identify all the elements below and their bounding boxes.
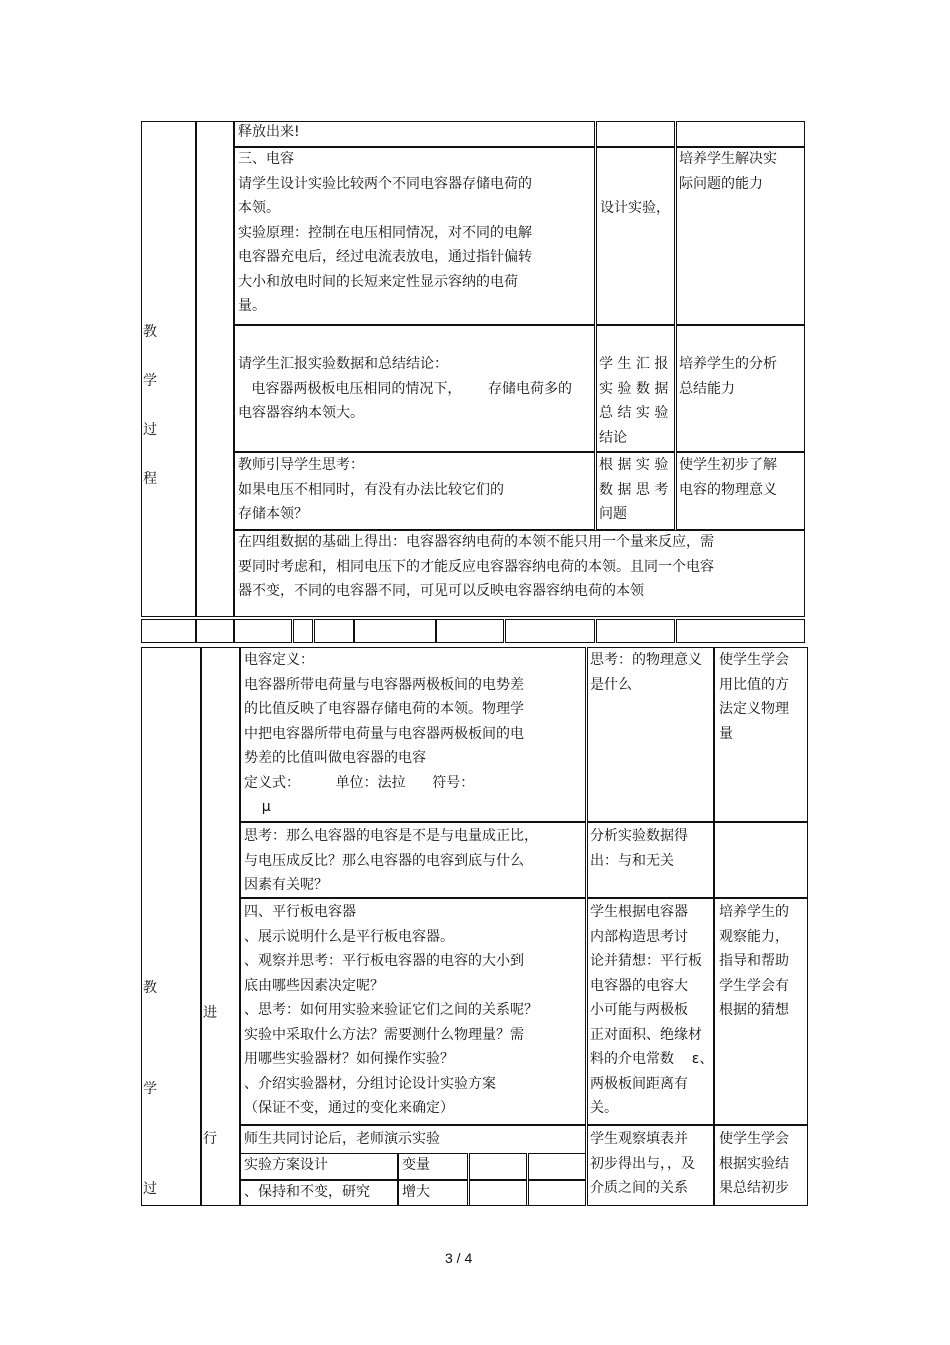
t2-r1-student: 分析实验数据得 出：与和无关 [590,828,688,869]
t2-r3-intent: 使学生学会 根据实验结 果总结初步 [719,1131,789,1196]
t2-inner-r1c1: 、保持和不变，研究 [244,1184,370,1200]
t2-inner-empty-cell [528,1180,586,1206]
t1-r0-student-cell [596,121,675,147]
t2-side-guo: 过 [143,1181,157,1197]
t2-side-col [141,647,201,1206]
t2-r2-student: 学生根据电容器 内部构造思考讨 论并猜想：平行板 电容器的电容大 小可能与两极板 正对面积、绝缘材 料的介电常数 ε、 两极板间距离有 关。 [590,904,714,1116]
t1-r1-student: 设计实验， [600,200,670,216]
t1-empty-cell [436,619,504,643]
t2-r1-intent-cell [714,822,808,898]
t1-side-label: 教 学 过 程 [143,324,157,487]
t1-r3-intent: 使学生初步了解 电容的物理意义 [679,457,777,498]
t1-r0-intent-cell [676,121,805,147]
t1-r3-content: 教师引导学生思考： 如果电压不相同时，有没有办法比较它们的 存储本领？ [238,457,504,522]
t2-inner-empty-cell [528,1153,586,1180]
t2-inner-empty-cell [469,1153,527,1180]
t1-r1-intent: 培养学生解决实 际问题的能力 [679,151,777,192]
t2-side-jiao: 教 [143,980,157,996]
t1-empty-cell [141,619,196,643]
t1-empty-cell [314,619,354,643]
t1-r4-content: 在四组数据的基础上得出：电容器容纳电荷的本领不能只用一个量来反应，需 要同时考虑和，相同电压下的才能反应电容器容纳电荷的本领。且同一个电容 器不变，不同的电容器不同，可见可以反映电容器容纳电荷的本领 [238,534,714,599]
t2-sub-xing: 行 [203,1131,217,1147]
t2-r2-intent: 培养学生的 观察能力， 指导和帮助 学生学会有 根据的猜想 [719,904,789,1018]
t1-sub-col [196,121,234,617]
t1-empty-cell [293,619,313,643]
t2-sub-col [201,647,240,1206]
t1-empty-cell [354,619,436,643]
t1-r1-student-cell [596,147,675,325]
page-number: 3 / 4 [445,1250,473,1266]
t2-r3-content: 师生共同讨论后，老师演示实验 [244,1131,440,1147]
t2-r3-student: 学生观察填表并 初步得出与，，及 介质之间的关系 [590,1131,695,1196]
t2-inner-h2: 变量 [402,1157,430,1173]
t2-r1-content: 思考：那么电容器的电容是不是与电量成正比， 与电压成反比？那么电容器的电容到底与什么 因素有关呢？ [244,828,538,893]
t2-sub-jin: 进 [203,1005,217,1021]
t2-side-xue: 学 [143,1081,157,1097]
t1-empty-cell [596,619,675,643]
t2-r2-content: 四、平行板电容器 、展示说明什么是平行板电容器。 、观察并思考：平行板电容器的电容的大小到 底由哪些因素决定呢？ 、思考：如何用实验来验证它们之间的关系呢？ 实验中采取什么方法？需要测什么物理量？需 用哪些实验器材？如何操作实验？ 、介绍实验器材，分组讨论设计实验方案 （保证不变，通过的变化来确定） [244,904,538,1116]
t1-r2-content: 请学生汇报实验数据和总结结论： 电容器两极板电压相同的情况下， 存储电荷多的 电容器容纳本领大。 [238,356,573,421]
t1-r2-intent: 培养学生的分析 总结能力 [679,356,777,397]
t2-r0-intent: 使学生学会 用比值的方 法定义物理 量 [719,652,789,742]
t1-empty-cell [196,619,234,643]
t1-empty-cell [234,619,292,643]
t1-r3-student: 根 据 实 验 数 据 思 考 问题 [599,457,669,522]
t2-inner-r1c2: 增大 [402,1184,430,1200]
t1-r0-content: 释放出来! [238,124,300,140]
t1-r2-student: 学 生 汇 报 实 验 数 据 总 结 实 验 结论 [599,356,669,446]
t2-r0-student: 思考：的物理意义 是什么 [590,652,702,693]
t1-r1-content: 三、电容 请学生设计实验比较两个不同电容器存储电荷的 本领。 实验原理：控制在电压相同情况，对不同的电解 电容器充电后，经过电流表放电，通过指针偏转 大小和放电时间的长短来定性显示容纳的电荷 量。 [238,151,532,314]
t2-r0-content: 电容定义： 电容器所带电荷量与电容器两极板间的电势差 的比值反映了电容器存储电荷的本领。物理学 中把电容器所带电荷量与电容器两极板间的电 势差的比值叫做电容器的电容 定义式： 单位：法拉 符号： μ [244,652,524,815]
t2-inner-empty-cell [469,1180,527,1206]
t1-empty-cell [505,619,595,643]
t2-inner-h1: 实验方案设计 [244,1157,328,1173]
t1-empty-cell [676,619,805,643]
